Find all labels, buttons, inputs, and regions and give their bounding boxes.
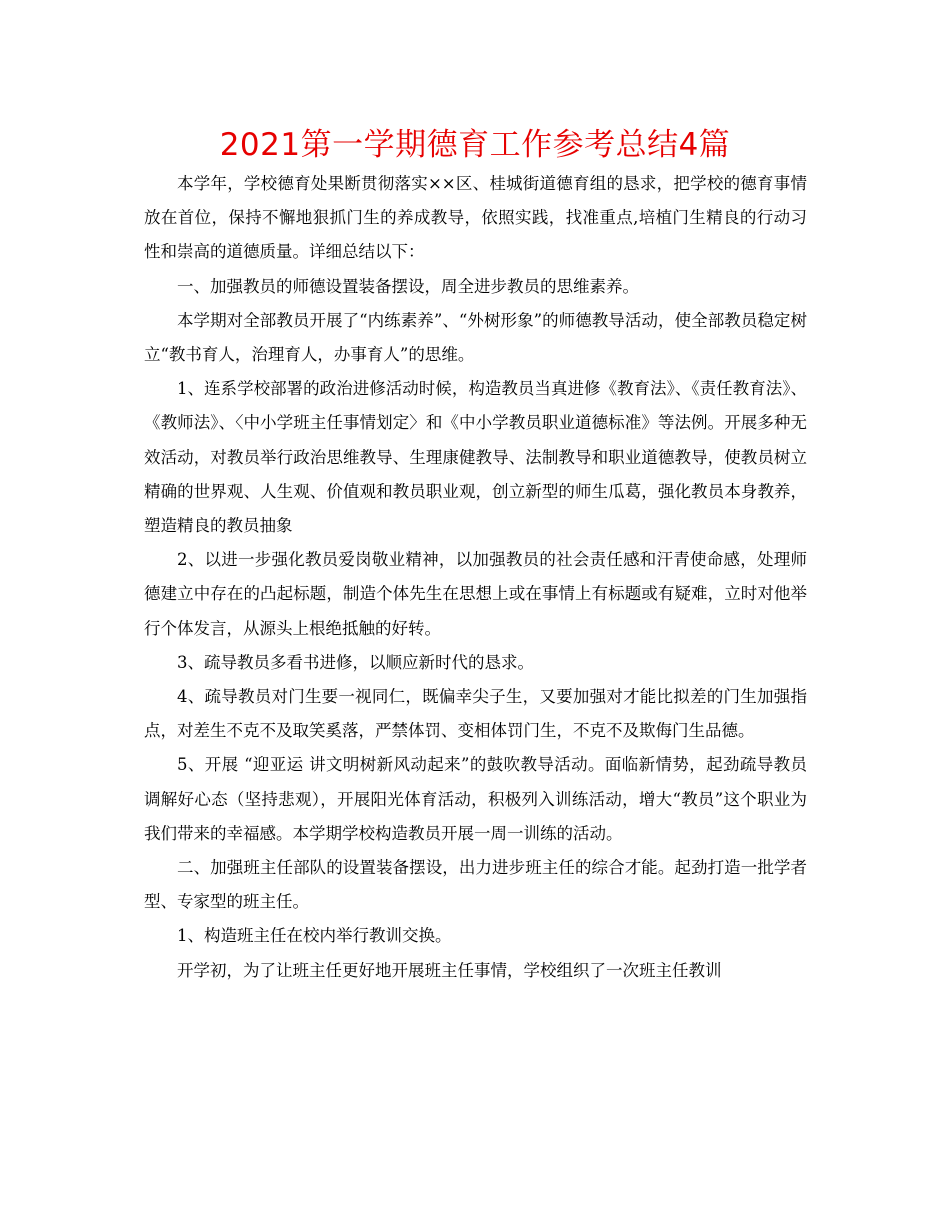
paragraph: 4、疏导教员对门生要一视同仁，既偏幸尖子生，又要加强对才能比拟差的门生加强指点，对差生不克不及取笑奚落，严禁体罚、变相体罚门生，不克不及欺侮门生品德。	[144, 687, 807, 741]
document-title: 2021第一学期德育工作参考总结4篇	[219, 127, 731, 163]
paragraph: 本学年，学校德育处果断贯彻落实××区、桂城街道德育组的恳求，把学校的德育事情放在首位，保持不懈地狠抓门生的养成教导，依照实践，找准重点,培植门生精良的行动习性和崇高的道德质量。详细总结以下：	[144, 174, 807, 262]
paragraph: 本学期对全部教员开展了“内练素养”、“外树形象”的师德教导活动，使全部教员稳定树立“教书育人，治理育人，办事育人”的思维。	[144, 310, 807, 365]
paragraph: 一、加强教员的师德设置装备摆设，周全进步教员的思维素养。	[177, 276, 639, 296]
paragraph: 5、开展 “迎亚运 讲文明树新风动起来”的鼓吹教导活动。面临新情势，起劲疏导教员调解好心态（坚持悲观），开展阳光体育活动，积极列入训练活动，增大“教员”这个职业为我们带来的幸福感。本学期学校构造教员开展一周一训练的活动。	[144, 755, 807, 843]
paragraph: 3、疏导教员多看书进修，以顺应新时代的恳求。	[177, 652, 534, 672]
paragraph: 1、连系学校部署的政治进修活动时候，构造教员当真进修《教育法》、《责任教育法》、《教师法》、〈中小学班主任事情划定〉和《中小学教员职业道德标准》等法例。开展多种无效活动，对教员举行政治思维教导、生理康健教导、法制教导和职业道德教导，使教员树立精确的世界观、人生观、价值观和教员职业观，创立新型的师生瓜葛，强化教员本身教养，塑造精良的教员抽象	[144, 379, 807, 536]
paragraph: 1、构造班主任在校内举行教训交换。	[177, 926, 452, 946]
document-body	[144, 167, 807, 988]
paragraph: 2、以进一步强化教员爱岗敬业精神，以加强教员的社会责任感和汗青使命感，处理师德建立中存在的凸起标题，制造个体先生在思想上或在事情上有标题或有疑难，立时对他举行个体发言，从源头上根绝抵触的好转。	[144, 550, 807, 638]
paragraph: 二、加强班主任部队的设置装备摆设，出力进步班主任的综合才能。起劲打造一批学者型、专家型的班主任。	[144, 858, 807, 912]
paragraph: 开学初，为了让班主任更好地开展班主任事情，学校组织了一次班主任教训	[177, 960, 722, 980]
